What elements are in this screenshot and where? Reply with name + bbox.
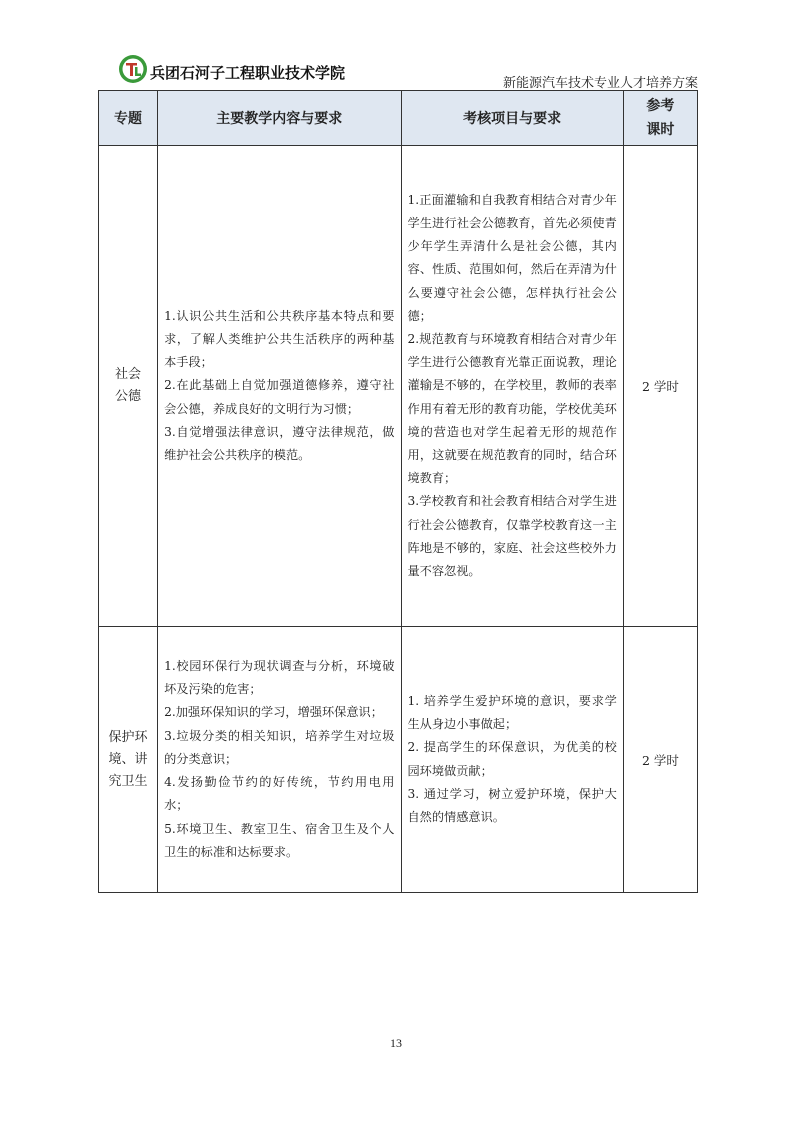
row-topic bbox=[99, 146, 158, 627]
row-hours: 2 学时 bbox=[623, 627, 697, 893]
table-row bbox=[99, 627, 698, 893]
assessment-item: 2.规范教育与环境教育相结合对青少年学生进行公德教育光靠正面说教，理论灌输是不够的，在学校里，教师的表率作用有着无形的教育功能，学校优美环境的营造也对学生起着无形的规范作用，这就要在规范教育的同时，结合环境教育； bbox=[407, 331, 617, 486]
content-item: 2.在此基础上自觉加强道德修养，遵守社会公德，养成良好的文明行为习惯； bbox=[164, 378, 395, 416]
row-content bbox=[158, 146, 401, 627]
header-topic: 专题 bbox=[99, 91, 158, 146]
assessment-item: 1.正面灌输和自我教育相结合对青少年学生进行社会公德教育，首先必须使青少年学生弄清什么是社会公德，其内容、性质、范围如何，然后在弄清为什么要遵守社会公德，怎样执行社会公德； bbox=[407, 192, 617, 323]
header-assessment: 考核项目与要求 bbox=[401, 91, 623, 146]
content-item: 4.发扬勤俭节约的好传统，节约用电用水； bbox=[164, 775, 395, 813]
program-name: 新能源汽车技术专业人才培养方案 bbox=[502, 76, 698, 91]
topic-line: 境、讲 bbox=[108, 751, 148, 767]
content-item: 1.校园环保行为现状调查与分析，环境破坏及污染的危害； bbox=[164, 659, 395, 697]
content-item: 3.垃圾分类的相关知识，培养学生对垃圾的分类意识； bbox=[164, 728, 395, 766]
topic-line: 社会 bbox=[115, 367, 142, 382]
curriculum-table bbox=[98, 90, 698, 893]
header-hours-line2: 课时 bbox=[646, 122, 675, 138]
assessment-item: 2. 提高学生的环保意识，为优美的校园环境做贡献； bbox=[407, 740, 617, 778]
row-content bbox=[158, 627, 401, 893]
table-row bbox=[99, 146, 698, 627]
row-assessment bbox=[401, 627, 623, 893]
header-hours-line1: 参考 bbox=[646, 98, 675, 114]
row-hours: 2 学时 bbox=[623, 146, 697, 627]
content-item: 5.环境卫生、教室卫生、宿舍卫生及个人卫生的标准和达标要求。 bbox=[164, 821, 395, 859]
row-assessment bbox=[401, 146, 623, 627]
row-topic bbox=[99, 627, 158, 893]
topic-line: 公德 bbox=[115, 389, 142, 404]
assessment-item: 3. 通过学习，树立爱护环境，保护大自然的情感意识。 bbox=[407, 786, 617, 824]
content-item: 3.自觉增强法律意识，遵守法律规范，做维护社会公共秩序的模范。 bbox=[164, 424, 395, 462]
page-header bbox=[98, 50, 698, 90]
content-item: 2.加强环保知识的学习，增强环保意识； bbox=[164, 705, 383, 720]
topic-line: 保护环 bbox=[108, 729, 148, 745]
header-content: 主要教学内容与要求 bbox=[158, 91, 401, 146]
assessment-item: 3.学校教育和社会教育相结合对学生进行社会公德教育，仅靠学校教育这一主阵地是不够的，家庭、社会这些校外力量不容忽视。 bbox=[407, 494, 617, 579]
table-header-row bbox=[99, 91, 698, 146]
page-number: 13 bbox=[390, 1036, 402, 1050]
header-hours bbox=[623, 91, 697, 146]
assessment-item: 1. 培养学生爱护环境的意识，要求学生从身边小事做起； bbox=[407, 693, 617, 732]
topic-line: 究卫生 bbox=[108, 773, 148, 789]
school-logo-icon bbox=[118, 54, 148, 84]
content-item: 1.认识公共生活和公共秩序基本特点和要求，了解人类维护公共生活秩序的两种基本手段； bbox=[164, 308, 395, 370]
school-name: 兵团石河子工程职业技术学院 bbox=[150, 64, 346, 82]
